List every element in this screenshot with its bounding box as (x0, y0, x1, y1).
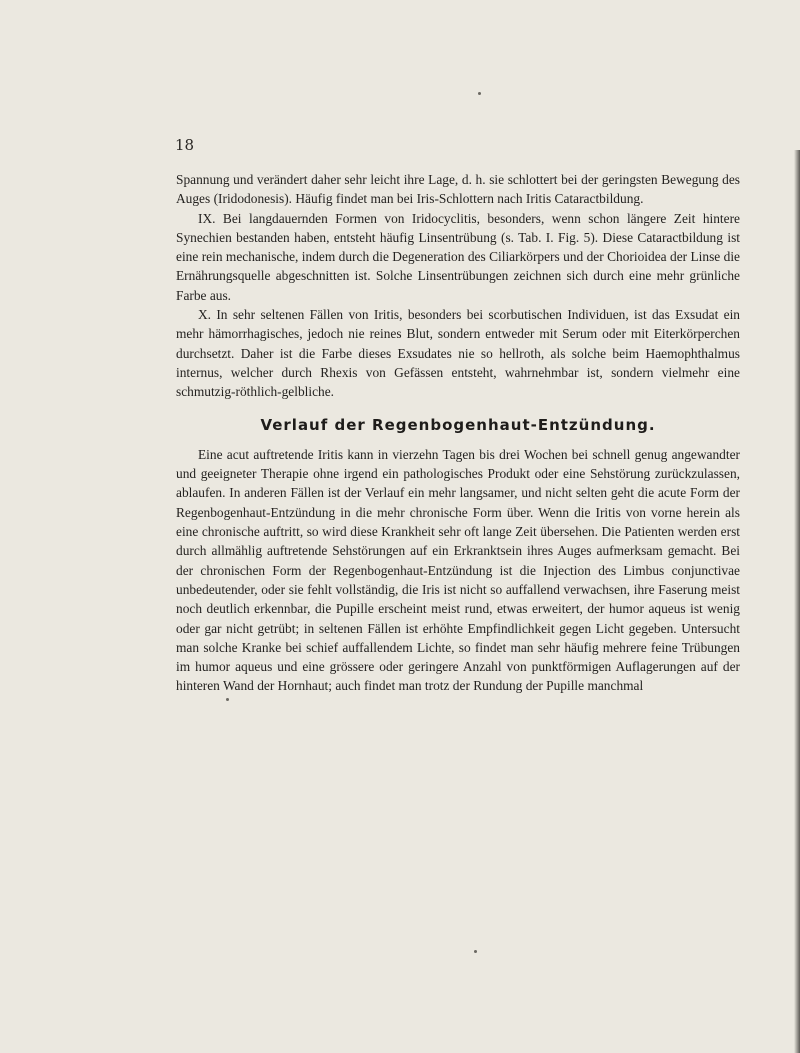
print-speck (478, 92, 481, 95)
page-edge-shadow (794, 150, 800, 1053)
body-text (176, 170, 740, 696)
paragraph-1: Spannung und verändert daher sehr leicht ihre Lage, d. h. sie schlottert bei der geringsten Bewegung des Auges (Iridodonesis). Häufig findet man bei Iris-Schlottern nach Iritis Cataractbildung. (176, 172, 740, 207)
print-speck (474, 950, 477, 953)
section-heading: Verlauf der Regenbogenhaut-Entzündung. (260, 415, 656, 434)
paragraph-3: X. In sehr seltenen Fällen von Iritis, besonders bei scorbutischen Individuen, ist das Exsudat ein mehr hämorrhagisches, jedoch nie reines Blut, sondern entweder mit Serum oder mit Eiterkörperchen durchsetzt. Daher ist die Farbe dieses Exsudates nie so hellroth, als solche beim Haemophthalmus internus, welcher durch Rhexis von Gefässen entsteht, wahrnehmbar ist, sondern vielmehr eine schmutzig-röthlich-gelbliche. (176, 307, 740, 400)
paragraph-2: IX. Bei langdauernden Formen von Iridocyclitis, besonders, wenn schon längere Zeit hintere Synechien bestanden haben, entsteht häufig Linsentrübung (s. Tab. I. Fig. 5). Diese Cataractbildung ist eine rein mechanische, indem durch die Degeneration des Ciliarkörpers und der Chorioidea der Linse die Ernährungsquelle abgeschnitten ist. Solche Linsentrübungen zeichnen sich durch eine mehr grünliche Farbe aus. (176, 210, 740, 303)
paragraph-4: Eine acut auftretende Iritis kann in vierzehn Tagen bis drei Wochen bei schnell genug angewandter und geeigneter Therapie ohne irgend ein pathologisches Produkt oder eine Sehstörung zurückzulassen, ablaufen. In anderen Fällen ist der Verlauf ein mehr langsamer, und nicht selten geht die acute Form der Regenbogenhaut-Entzündung in die mehr chronische Form über. Wenn die Iritis von vorne herein als eine chronische auftritt, so wird diese Krankheit sehr oft lange Zeit übersehen. Die Patienten werden erst durch allmählig auftretende Sehstörungen auf ein Erkranktsein ihres Auges aufmerksam gemacht. Bei der chronischen Form der Regenbogenhaut-Entzündung ist die Injection des Limbus conjunctivae unbedeutender, oder sie fehlt vollständig, die Iris ist nicht so auffallend verwachsen, ihre Faserung meist noch deutlich erkennbar, die Pupille erscheint meist rund, etwas erweitert, der humor aqueus ist wenig oder gar nicht getrübt; in seltenen Fällen ist erhöhte Empfindlichkeit gegen Licht gegeben. Untersucht man solche Kranke bei schief auffallendem Lichte, so findet man sehr häufig mehrere feine Trübungen im humor aqueus und eine grössere oder geringere Anzahl von punktförmigen Auflagerungen auf der hinteren Wand der Hornhaut; auch findet man trotz der Rundung der Pupille manchmal (176, 446, 740, 694)
print-speck (226, 698, 229, 701)
page-number: 18 (175, 136, 195, 154)
